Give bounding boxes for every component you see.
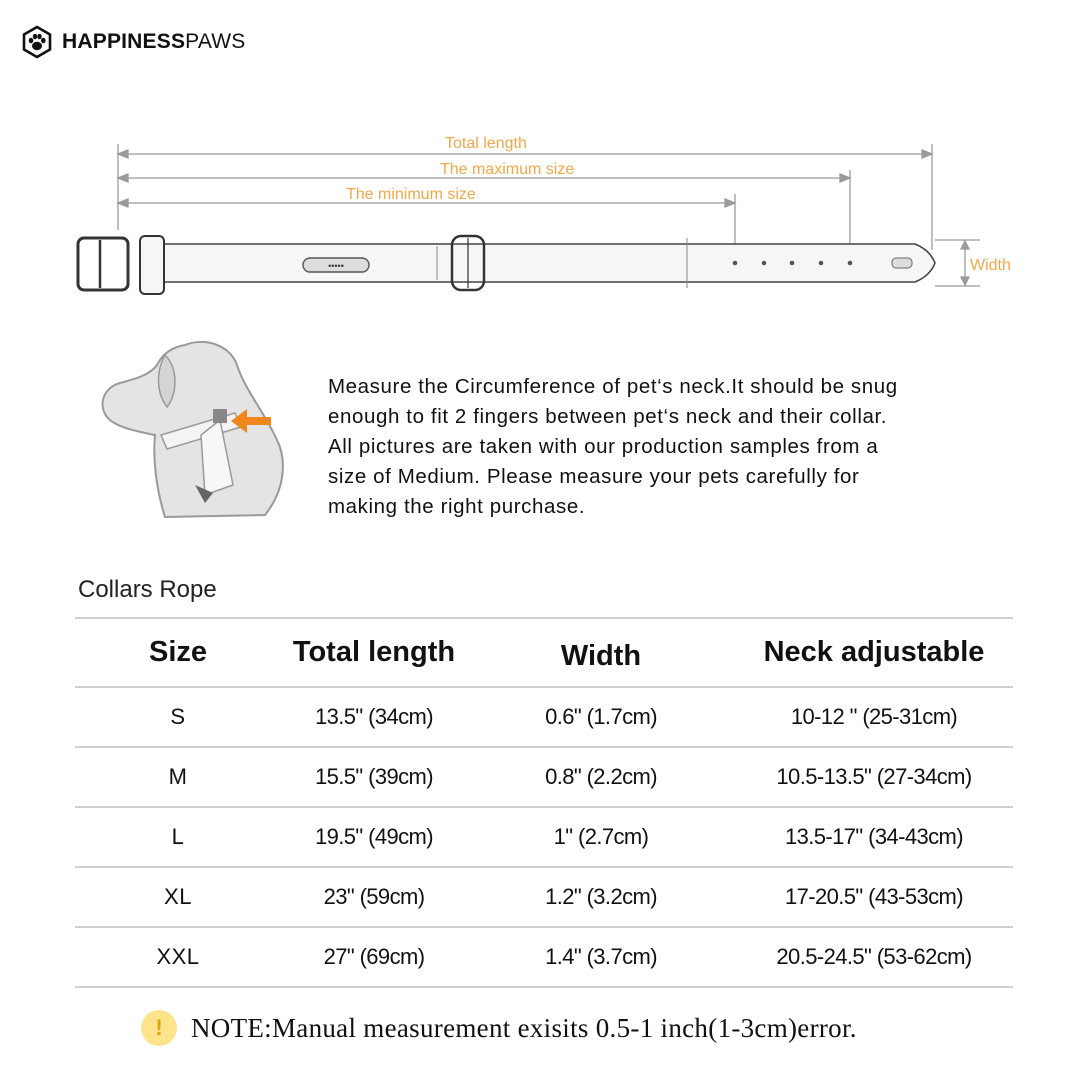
table-row (75, 747, 1013, 807)
measurement-instructions (328, 372, 988, 522)
cell-size: S (75, 687, 281, 747)
table-title: Collars Rope (78, 576, 217, 603)
collar-badge (303, 258, 369, 272)
buckle (78, 236, 164, 294)
header-neck-adjustable: Neck adjustable (735, 618, 1013, 687)
cell-total-length: 15.5" (39cm) (281, 747, 467, 807)
cell-width: 1.4" (3.7cm) (467, 927, 735, 987)
cell-size: XL (75, 867, 281, 927)
brand-name: HAPPINESSPAWS (62, 30, 246, 53)
cell-size: M (75, 747, 281, 807)
table-row (75, 927, 1013, 987)
cell-width: 0.6" (1.7cm) (467, 687, 735, 747)
cell-neck-adjustable: 10.5-13.5" (27-34cm) (735, 747, 1013, 807)
instruction-line: enough to fit 2 fingers between pet‘s neck and their collar. (328, 405, 888, 428)
instruction-line: size of Medium. Please measure your pets carefully for (328, 465, 860, 488)
header-total-length: Total length (281, 618, 467, 687)
instruction-line: making the right purchase. (328, 495, 586, 518)
cell-width: 0.8" (2.2cm) (467, 747, 735, 807)
cell-total-length: 27" (69cm) (281, 927, 467, 987)
table-row (75, 807, 1013, 867)
error-note (141, 1010, 857, 1046)
exclamation-icon: ! (141, 1010, 177, 1046)
table-row (75, 687, 1013, 747)
svg-text:•••••: ••••• (328, 261, 344, 271)
header-width: Width (467, 618, 735, 687)
collar-strap (140, 238, 935, 288)
paw-icon (20, 25, 54, 59)
size-table (75, 617, 1013, 988)
collar-diagram (0, 120, 1070, 320)
cell-size: L (75, 807, 281, 867)
total-length-label: Total length (445, 135, 527, 152)
dog-neck-illustration (95, 335, 295, 530)
cell-total-length: 19.5" (49cm) (281, 807, 467, 867)
cell-neck-adjustable: 17-20.5" (43-53cm) (735, 867, 1013, 927)
cell-neck-adjustable: 20.5-24.5" (53-62cm) (735, 927, 1013, 987)
min-size-label: The minimum size (346, 186, 476, 203)
cell-width: 1" (2.7cm) (467, 807, 735, 867)
table-header-row (75, 618, 1013, 687)
header-size: Size (75, 618, 281, 687)
brand-logo (20, 25, 245, 59)
cell-neck-adjustable: 10-12 " (25-31cm) (735, 687, 1013, 747)
cell-total-length: 23" (59cm) (281, 867, 467, 927)
instruction-line: All pictures are taken with our production samples from a (328, 435, 879, 458)
cell-size: XXL (75, 927, 281, 987)
cell-neck-adjustable: 13.5-17" (34-43cm) (735, 807, 1013, 867)
max-size-label: The maximum size (440, 161, 575, 178)
table-row (75, 867, 1013, 927)
note-text: NOTE:Manual measurement exisits 0.5-1 inch(1-3cm)error. (191, 1012, 857, 1043)
cell-total-length: 13.5" (34cm) (281, 687, 467, 747)
instruction-line: Measure the Circumference of pet‘s neck.It should be snug (328, 375, 898, 398)
cell-width: 1.2" (3.2cm) (467, 867, 735, 927)
width-label: Width (970, 257, 1011, 274)
